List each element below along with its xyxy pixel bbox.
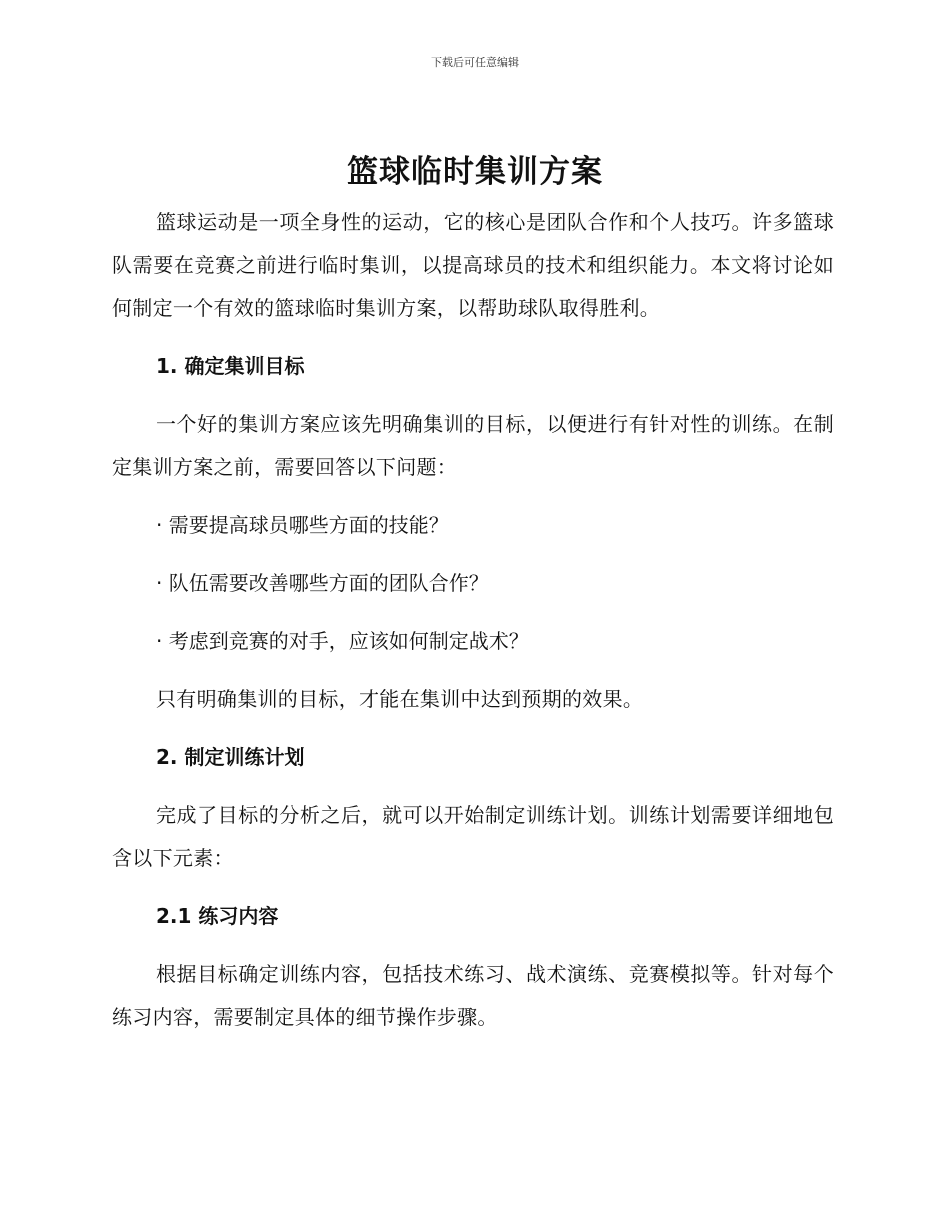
- section-heading-plan: 2. 制定训练计划: [156, 745, 305, 769]
- document-body: [112, 201, 834, 1039]
- goals-closing-paragraph: 只有明确集训的目标，才能在集训中达到预期的效果。: [156, 687, 644, 711]
- plan-paragraph: 完成了目标的分析之后，就可以开始制定训练计划。训练计划需要详细地包含以下元素：: [112, 803, 834, 870]
- section-heading-goals: 1. 确定集训目标: [156, 354, 305, 378]
- content-paragraph: 根据目标确定训练内容，包括技术练习、战术演练、竞赛模拟等。针对每个练习内容，需要制定具体的细节操作步骤。: [112, 962, 834, 1029]
- section-heading-content: 2.1 练习内容: [156, 904, 279, 928]
- goals-bullet-3: · 考虑到竞赛的对手，应该如何制定战术？: [156, 629, 529, 653]
- document-title: 篮球临时集训方案: [347, 154, 603, 190]
- goals-bullet-1: · 需要提高球员哪些方面的技能？: [156, 513, 449, 537]
- goals-paragraph: 一个好的集训方案应该先明确集训的目标，以便进行有针对性的训练。在制定集训方案之前，需要回答以下问题：: [112, 412, 834, 479]
- goals-bullet-2: · 队伍需要改善哪些方面的团队合作？: [156, 571, 489, 595]
- header-note: 下载后可任意编辑: [431, 56, 519, 69]
- intro-paragraph: 篮球运动是一项全身性的运动，它的核心是团队合作和个人技巧。许多篮球队需要在竞赛之前进行临时集训，以提高球员的技术和组织能力。本文将讨论如何制定一个有效的篮球临时集训方案，以帮助球队取得胜利。: [112, 210, 834, 320]
